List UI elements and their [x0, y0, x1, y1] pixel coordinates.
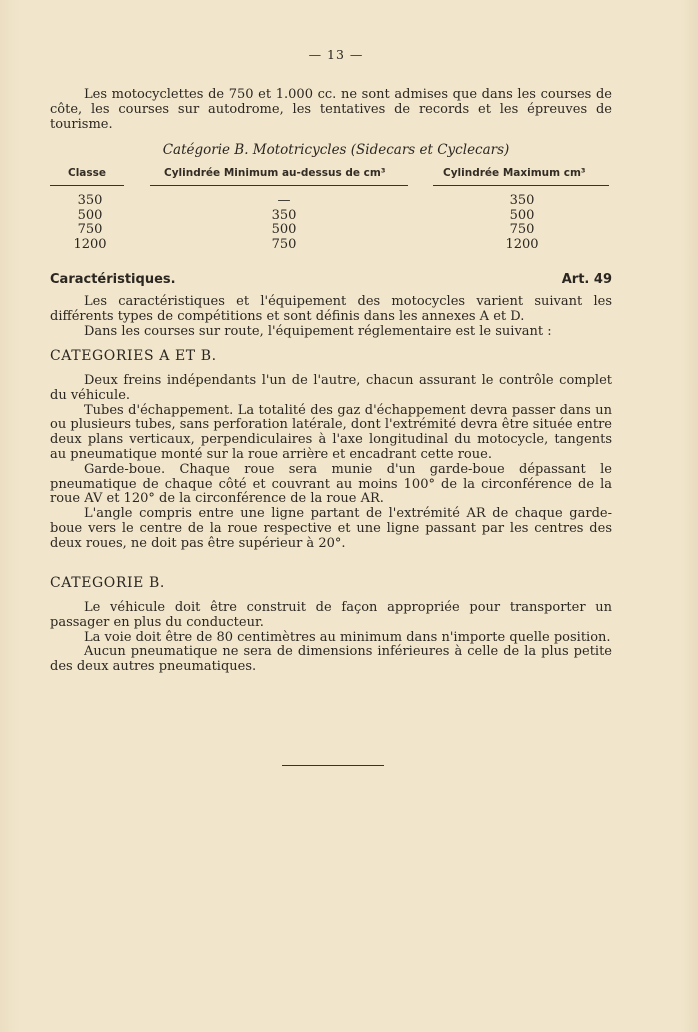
- table-cell: 750: [271, 236, 297, 252]
- paragraph: Deux freins indépendants l'un de l'autre, chacun assurant le contrôle complet du véhicule.: [50, 373, 612, 403]
- table-column-classe: [60, 194, 120, 252]
- table-header-maximum: Cylindrée Maximum cm³: [443, 167, 586, 179]
- section-heading-caracteristiques: Caractéristiques.: [50, 272, 176, 287]
- page-number: — 13 —: [308, 47, 364, 62]
- characteristics-block: [50, 295, 612, 339]
- table-header-classe: Classe: [68, 167, 107, 179]
- paragraph: Dans les courses sur route, l'équipement réglementaire est le suivant :: [84, 323, 552, 339]
- paragraph: L'angle compris entre une ligne partant de l'extrémité AR de chaque garde-boue vers le centre de la roue respective et une ligne passant par les centres des deux roues, ne doit pas être supérieur à 20°.: [50, 506, 612, 551]
- section-heading-categories-a-b: CATEGORIES A ET B.: [50, 348, 217, 364]
- paragraph: Tubes d'échappement. La totalité des gaz d'échappement devra passer dans un ou plusieurs tubes, sans perforation latérale, dont l'extrémité devra être située entre deux plans verticaux, perpendiculaires à l'axe longitudinal du motocycle, tangents au pneumatique monté sur la roue arrière et encadrant cette roue.: [50, 402, 612, 462]
- section-heading-categorie-b: CATEGORIE B.: [50, 575, 165, 591]
- table-cell: 350: [271, 207, 297, 223]
- table-cell: 500: [509, 207, 535, 223]
- article-number: Art. 49: [561, 272, 612, 287]
- paragraph: Garde-boue. Chaque roue sera munie d'un garde-boue dépassant le pneumatique de chaque côté et couvrant au moins 100° de la circonférence de la roue AV et 120° de la circonférence de la roue AR.: [50, 461, 612, 507]
- table-cell: 350: [77, 193, 103, 208]
- table-header-underline: [433, 185, 609, 186]
- table-cell: 1200: [73, 236, 107, 252]
- paragraph: Aucun pneumatique ne sera de dimensions inférieures à celle de la plus petite des deux autres pneumatiques.: [50, 644, 612, 675]
- table-cell: 500: [77, 207, 103, 223]
- table-cell: 350: [509, 193, 535, 208]
- table-header-underline: [50, 185, 124, 186]
- table-column-minimum: [254, 194, 314, 252]
- intro-paragraph-block: [50, 88, 612, 132]
- intro-paragraph: Les motocyclettes de 750 et 1.000 cc. ne sont admises que dans les courses de côte, les courses sur autodrome, les tentatives de records et les épreuves de tourisme.: [50, 87, 612, 132]
- paragraph: La voie doit être de 80 centimètres au minimum dans n'importe quelle position.: [84, 629, 611, 645]
- closing-rule: [282, 765, 384, 766]
- table-cell: 1200: [505, 236, 539, 252]
- categories-ab-block: [50, 374, 612, 552]
- table-cell: —: [277, 193, 291, 208]
- table-cell: 750: [77, 222, 103, 238]
- table-header-underline: [150, 185, 408, 186]
- paragraph: Le véhicule doit être construit de façon appropriée pour transporter un passager en plus du conducteur.: [50, 600, 612, 630]
- table-header-minimum: Cylindrée Minimum au-dessus de cm³: [164, 167, 386, 179]
- category-b-block: [50, 601, 612, 675]
- table-cell: 750: [509, 222, 535, 238]
- table-column-maximum: [492, 194, 552, 252]
- paragraph: Les caractéristiques et l'équipement des motocycles varient suivant les différents types de compétitions et sont définis dans les annexes A et D.: [50, 294, 612, 324]
- category-title: Catégorie B. Mototricycles (Sidecars et Cyclecars): [162, 142, 510, 158]
- table-cell: 500: [271, 222, 297, 238]
